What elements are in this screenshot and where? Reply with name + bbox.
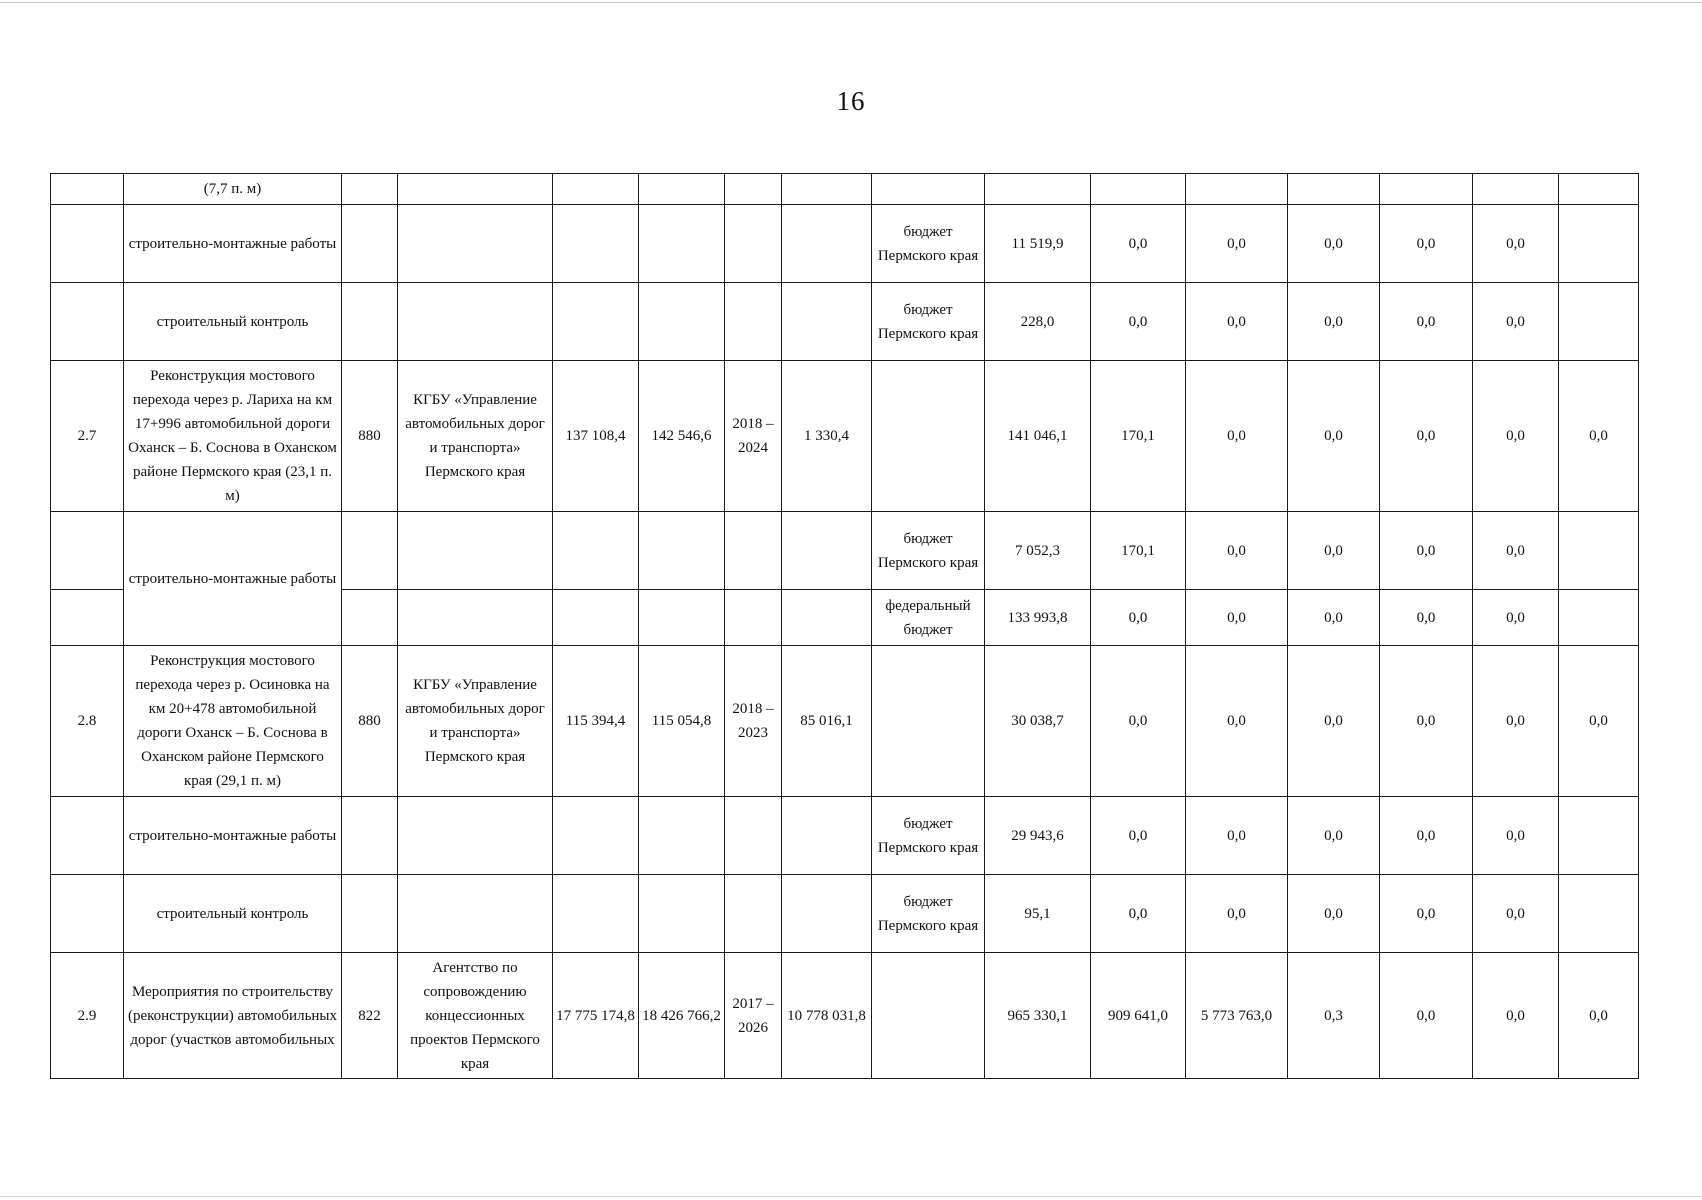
value-cell: 0,0 [1091,590,1186,646]
table-row [51,361,1639,512]
value-cell: 0,0 [1380,646,1473,797]
amount-cell: 137 108,4 [553,361,639,512]
amount-cell: 10 778 031,8 [782,953,872,1079]
value-cell: 0,0 [1380,953,1473,1079]
value-cell: 95,1 [985,875,1091,953]
value-cell: 0,0 [1091,283,1186,361]
value-cell: 5 773 763,0 [1186,953,1288,1079]
value-cell: 0,0 [1186,361,1288,512]
value-cell: 170,1 [1091,361,1186,512]
budget-code: 822 [342,953,398,1079]
value-cell: 228,0 [985,283,1091,361]
value-cell: 0,0 [1380,283,1473,361]
table-row [51,797,1639,875]
value-cell: 0,0 [1288,590,1380,646]
value-cell: 0,0 [1473,875,1559,953]
funding-source: бюджет Пермского края [872,512,985,590]
value-cell: 0,0 [1186,875,1288,953]
scan-artifact-bottom [0,1196,1702,1197]
executor: КГБУ «Управление автомобильных дорог и транспорта» Пермского края [398,361,553,512]
value-cell: 0,0 [1091,875,1186,953]
page-number: 16 [836,86,866,116]
value-cell: 0,0 [1288,361,1380,512]
object-name: Реконструкция мостового перехода через р. Лариха на км 17+996 автомобильной дороги Оханск – Б. Соснова в Оханском районе Пермского края (23,1 п. м) [124,361,342,512]
value-cell: 0,0 [1186,797,1288,875]
funding-source: федеральный бюджет [872,590,985,646]
period-cell: 2018 – 2024 [725,361,782,512]
value-cell: 0,0 [1091,646,1186,797]
funding-source: бюджет Пермского края [872,875,985,953]
work-type: строительно-монтажные работы [124,205,342,283]
scan-artifact-top [0,2,1702,3]
work-type: строительный контроль [124,283,342,361]
amount-cell: 1 330,4 [782,361,872,512]
executor: КГБУ «Управление автомобильных дорог и транспорта» Пермского края [398,646,553,797]
value-cell: 0,0 [1473,283,1559,361]
value-cell: 0,0 [1186,646,1288,797]
item-number: 2.7 [51,361,124,512]
funding-source: бюджет Пермского края [872,283,985,361]
value-cell: 0,0 [1559,361,1639,512]
value-cell: 0,0 [1288,875,1380,953]
value-cell: 30 038,7 [985,646,1091,797]
object-name: (7,7 п. м) [124,174,342,205]
value-cell: 0,3 [1288,953,1380,1079]
value-cell: 0,0 [1288,646,1380,797]
executor: Агентство по сопровождению концессионных проектов Пермского края [398,953,553,1079]
value-cell: 0,0 [1186,590,1288,646]
value-cell: 965 330,1 [985,953,1091,1079]
work-type: строительный контроль [124,875,342,953]
value-cell: 0,0 [1380,875,1473,953]
value-cell: 0,0 [1288,283,1380,361]
table-row [51,875,1639,953]
table-row [51,174,1639,205]
value-cell: 0,0 [1473,512,1559,590]
value-cell: 0,0 [1288,797,1380,875]
item-number: 2.8 [51,646,124,797]
value-cell: 0,0 [1380,205,1473,283]
value-cell: 0,0 [1473,953,1559,1079]
budget-table [50,173,1639,1079]
value-cell: 0,0 [1380,361,1473,512]
amount-cell: 115 394,4 [553,646,639,797]
amount-cell: 18 426 766,2 [639,953,725,1079]
value-cell: 0,0 [1380,590,1473,646]
value-cell: 0,0 [1186,283,1288,361]
value-cell: 170,1 [1091,512,1186,590]
value-cell: 0,0 [1473,205,1559,283]
value-cell: 29 943,6 [985,797,1091,875]
value-cell: 0,0 [1091,205,1186,283]
work-type: строительно-монтажные работы [124,797,342,875]
item-number: 2.9 [51,953,124,1079]
period-cell: 2018 – 2023 [725,646,782,797]
value-cell: 141 046,1 [985,361,1091,512]
funding-source: бюджет Пермского края [872,205,985,283]
work-type: строительно-монтажные работы [124,512,342,646]
table-row [51,646,1639,797]
value-cell: 0,0 [1380,797,1473,875]
value-cell: 0,0 [1473,361,1559,512]
value-cell: 0,0 [1288,205,1380,283]
funding-source: бюджет Пермского края [872,797,985,875]
value-cell: 909 641,0 [1091,953,1186,1079]
value-cell: 0,0 [1559,953,1639,1079]
table-row [51,953,1639,1079]
object-name: Реконструкция мостового перехода через р. Осиновка на км 20+478 автомобильной дороги Оханск – Б. Соснова в Оханском районе Пермского края (29,1 п. м) [124,646,342,797]
value-cell: 0,0 [1473,797,1559,875]
value-cell: 0,0 [1473,590,1559,646]
amount-cell: 142 546,6 [639,361,725,512]
value-cell: 0,0 [1473,646,1559,797]
object-name: Мероприятия по строительству (реконструкции) автомобильных дорог (участков автомобильных [124,953,342,1079]
value-cell: 7 052,3 [985,512,1091,590]
table-row [51,512,1639,590]
budget-code: 880 [342,361,398,512]
value-cell: 0,0 [1288,512,1380,590]
value-cell: 0,0 [1186,512,1288,590]
value-cell: 133 993,8 [985,590,1091,646]
value-cell: 0,0 [1559,646,1639,797]
budget-code: 880 [342,646,398,797]
amount-cell: 115 054,8 [639,646,725,797]
value-cell: 11 519,9 [985,205,1091,283]
value-cell: 0,0 [1380,512,1473,590]
amount-cell: 17 775 174,8 [553,953,639,1079]
period-cell: 2017 – 2026 [725,953,782,1079]
table-row [51,283,1639,361]
value-cell: 0,0 [1091,797,1186,875]
amount-cell: 85 016,1 [782,646,872,797]
value-cell: 0,0 [1186,205,1288,283]
table-row [51,205,1639,283]
